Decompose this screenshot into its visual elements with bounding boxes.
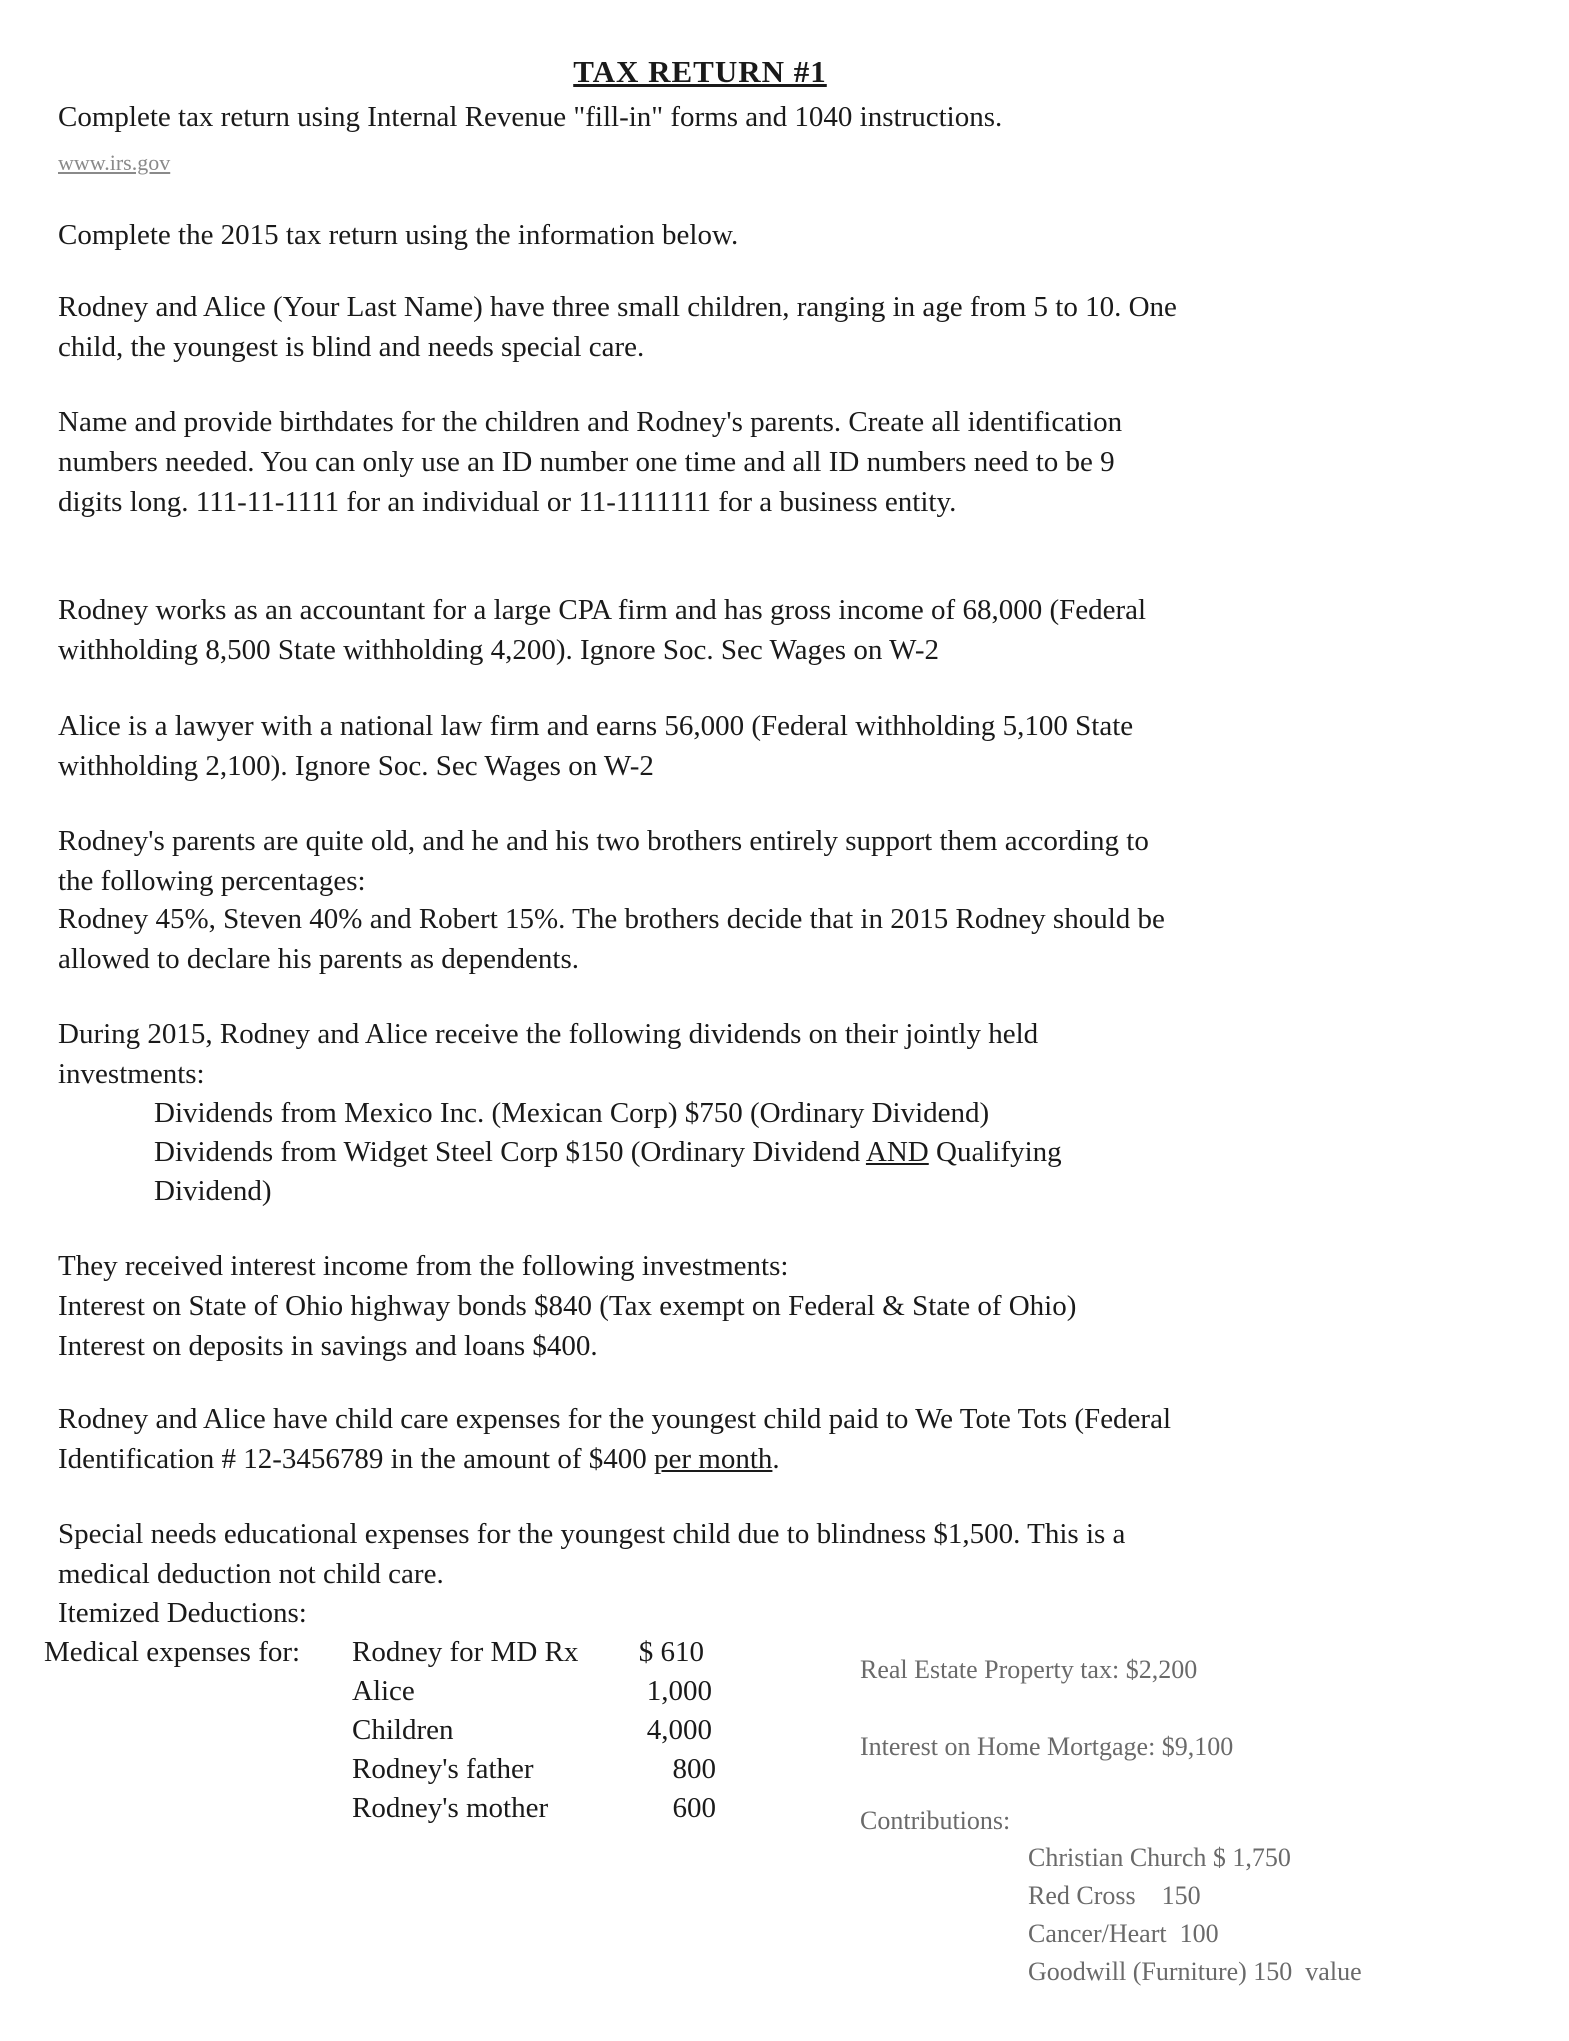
dividend-item-2-text-end: Qualifying [928,1136,1062,1168]
para-parents-line-3: Rodney 45%, Steven 40% and Robert 15%. The brothers decide that in 2015 Rodney should be [58,903,1165,935]
intro-line: Complete tax return using Internal Revenue "fill-in" forms and 1040 instructions. [58,101,1003,133]
para-parents-line-1: Rodney's parents are quite old, and he and his two brothers entirely support them according to [58,825,1149,857]
medical-row-amount: $ 610 [638,1636,704,1668]
para-childcare-line-1: Rodney and Alice have child care expenses for the youngest child paid to We Tote Tots (Federal [58,1403,1172,1435]
medical-row-amount: 800 [672,1753,716,1785]
contributions-label: Contributions: [860,1806,1011,1835]
contribution-item: Red Cross 150 [1028,1881,1201,1910]
medical-row-amount: 600 [672,1792,716,1824]
dividend-item-2 [58,1133,1474,1172]
dividend-item-1: Dividends from Mexico Inc. (Mexican Corp) $750 (Ordinary Dividend) [154,1097,990,1129]
para-interest-line-1: They received interest income from the following investments: [58,1250,789,1282]
para-names-line-3: digits long. 111-11-1111 for an individual or 11-1111111 for a business entity. [58,486,957,518]
contribution-item: Cancer/Heart 100 [1028,1919,1219,1948]
dividend-item-2-text: Dividends from Widget Steel Corp $150 (Ordinary Dividend [154,1136,866,1168]
para-names-line-2: numbers needed. You can only use an ID number one time and all ID numbers need to be 9 [58,446,1115,478]
para-alice-line-1: Alice is a lawyer with a national law firm and earns 56,000 (Federal withholding 5,100 State [58,710,1134,742]
childcare-per-month: per month [654,1443,773,1475]
page-title: TAX RETURN #1 [573,54,827,89]
childcare-period: . [772,1443,780,1475]
para-dividends-line-2: investments: [58,1058,205,1090]
medical-row-amount: 1,000 [646,1675,712,1707]
contribution-item: Christian Church $ 1,750 [1028,1843,1291,1872]
para-parents-line-2: the following percentages: [58,865,366,897]
para-children-line-2: child, the youngest is blind and needs special care. [58,331,645,363]
para-rodney-line-2: withholding 8,500 State withholding 4,200). Ignore Soc. Sec Wages on W-2 [58,634,940,666]
para-parents-line-4: allowed to declare his parents as dependents. [58,943,580,975]
medical-row-name: Alice [352,1675,415,1707]
medical-row-name: Children [352,1714,454,1746]
para-dividends-line-1: During 2015, Rodney and Alice receive the following dividends on their jointly held [58,1018,1039,1050]
para-rodney-line-1: Rodney works as an accountant for a large CPA firm and has gross income of 68,000 (Federal [58,594,1147,626]
para-complete: Complete the 2015 tax return using the information below. [58,219,739,251]
para-alice-line-2: withholding 2,100). Ignore Soc. Sec Wages on W-2 [58,750,654,782]
para-special-line-1: Special needs educational expenses for the youngest child due to blindness $1,500. This is a [58,1518,1126,1550]
property-tax: Real Estate Property tax: $2,200 [860,1655,1198,1684]
para-children-line-1: Rodney and Alice (Your Last Name) have three small children, ranging in age from 5 to 10. One [58,291,1177,323]
medical-row-amount: 4,000 [646,1714,712,1746]
para-special-line-2: medical deduction not child care. [58,1558,444,1590]
para-interest-line-2: Interest on State of Ohio highway bonds $840 (Tax exempt on Federal & State of Ohio) [58,1290,1077,1322]
dividend-item-2-and: AND [865,1136,929,1168]
home-mortgage-interest: Interest on Home Mortgage: $9,100 [860,1732,1234,1761]
contribution-item: Goodwill (Furniture) 150 value [1028,1957,1362,1986]
dividend-item-2-cont: Dividend) [154,1175,272,1207]
para-childcare-line-2 [58,1440,1378,1479]
para-interest-line-3: Interest on deposits in savings and loans $400. [58,1330,598,1362]
itemized-deductions-heading: Itemized Deductions: [58,1597,307,1629]
irs-link[interactable]: www.irs.gov [58,150,171,175]
para-names-line-1: Name and provide birthdates for the children and Rodney's parents. Create all identification [58,406,1123,438]
medical-row-name: Rodney's father [352,1753,534,1785]
medical-row-name: Rodney's mother [352,1792,549,1824]
childcare-text: Identification # 12-3456789 in the amount of $400 [58,1443,655,1475]
medical-row-name: Rodney for MD Rx [352,1636,579,1668]
medical-label: Medical expenses for: [44,1636,301,1668]
